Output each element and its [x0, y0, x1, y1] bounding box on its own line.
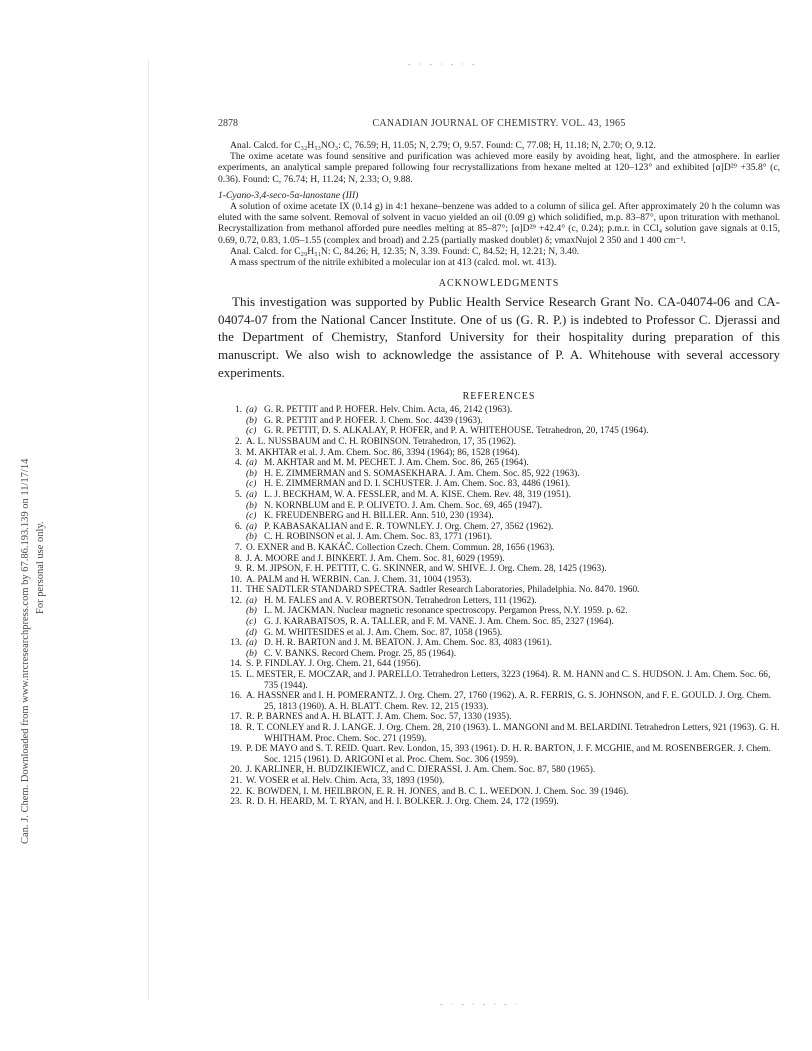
reference-number: 21.	[230, 775, 242, 786]
reference-subtext: H. E. ZIMMERMAN and S. SOMASEKHARA. J. Am. Chem. Soc. 85, 922 (1963).	[264, 468, 580, 479]
reference-number: 12.	[230, 595, 242, 606]
reference-subtext: H. E. ZIMMERMAN and D. I. SCHUSTER. J. Am. Chem. Soc. 83, 4486 (1961).	[264, 479, 571, 490]
reference-number: 13.	[230, 638, 242, 649]
reference-text: K. BOWDEN, I. M. HEILBRON, E. R. H. JONES, and B. C. L. WEEDON. J. Chem. Soc. 39 (1946).	[246, 786, 629, 797]
reference-subitem	[246, 458, 780, 469]
reference-body	[246, 797, 780, 808]
reference-body	[246, 744, 780, 765]
page-number: 2878	[218, 118, 238, 129]
scan-artifact-top: - · - · - · -	[408, 60, 478, 69]
reference-item	[218, 490, 780, 522]
reference-subitem	[246, 501, 780, 512]
reference-body	[246, 405, 780, 437]
reference-sublabel: (a)	[246, 521, 257, 532]
reference-sublabel: (b)	[246, 606, 257, 617]
reference-item	[218, 522, 780, 543]
reference-number: 20.	[230, 765, 242, 776]
reference-subtext: K. FREUDENBERG and H. BILLER. Ann. 510, 230 (1934).	[264, 511, 494, 522]
reference-subtext: G. R. PETTIT and P. HOFER. Helv. Chim. Acta, 46, 2142 (1963).	[264, 405, 513, 416]
references-title: REFERENCES	[462, 391, 536, 403]
reference-number: 3.	[234, 447, 242, 458]
reference-text: R. M. JIPSON, F. H. PETTIT, C. G. SKINNER, and W. SHIVE. J. Org. Chem. 28, 1425 (1963).	[246, 564, 607, 575]
reference-sublabel: (b)	[246, 468, 257, 479]
reference-body	[246, 564, 780, 575]
reference-item	[218, 744, 780, 765]
reference-item	[218, 670, 780, 691]
reference-number: 17.	[230, 712, 242, 723]
page-gutter-line	[148, 60, 149, 1000]
reference-body	[246, 596, 780, 638]
reference-subitem	[246, 606, 780, 617]
reference-text: L. MESTER, E. MOCZAR, and J. PARELLO. Tetrahedron Letters, 3223 (1964). R. M. HANN and C. S. HUDSON. J. Am. Chem. Soc. 66, 735 (1944).	[246, 670, 771, 691]
reference-subitem	[246, 649, 780, 660]
reference-number: 15.	[230, 670, 242, 681]
reference-subtext: L. J. BECKHAM, W. A. FESSLER, and M. A. KISE. Chem. Rev. 48, 319 (1951).	[264, 489, 571, 500]
reference-subitem	[246, 532, 780, 543]
reference-number: 16.	[230, 691, 242, 702]
reference-sublabel: (b)	[246, 532, 257, 543]
reference-subtext: H. M. FALES and A. V. ROBERTSON. Tetrahedron Letters, 111 (1962).	[264, 595, 537, 606]
nitrile-preparation-paragraph: A solution of oxime acetate IX (0.14 g) in 4:1 hexane–benzene was added to a column of silica gel. After approximately 20 h the column was eluted with the same solvent. Removal of solvent in vacuo yielded an oil (0.09 g) which solidified, m.p. 83–87°, upon trituration with methanol. Recrystallization from methanol afforded pure needles melting at 85–87°; [α]D²⁹ +42.4° (c, 0.24); p.m.r. in CCl₄ solution gave signals at 0.15, 0.69, 0.72, 0.83, 1.05–1.55 (complex and broad) and 2.25 (partially masked doublet) δ; νmaxNujol 2 350 and 1 400 cm⁻¹.	[218, 201, 780, 246]
reference-item	[218, 437, 780, 448]
compound-heading: 1-Cyano-3,4-seco-5α-lanostane (III)	[218, 189, 359, 201]
experimental-section	[218, 140, 780, 268]
reference-number: 8.	[234, 553, 242, 564]
running-head	[218, 118, 780, 132]
download-watermark-line2: For personal use only.	[35, 521, 46, 614]
reference-sublabel: (a)	[246, 405, 257, 416]
reference-item	[218, 585, 780, 596]
reference-sublabel: (b)	[246, 648, 257, 659]
acknowledgments-title: ACKNOWLEDGMENTS	[438, 278, 560, 290]
reference-body	[246, 712, 780, 723]
reference-number: 19.	[230, 744, 242, 755]
reference-text: R. P. BARNES and A. H. BLATT. J. Am. Chem. Soc. 57, 1330 (1935).	[246, 712, 512, 723]
reference-text: R. T. CONLEY and R. J. LANGE. J. Org. Chem. 28, 210 (1963). L. MANGONI and M. BELARDINI. Tetrahedron Letters, 921 (1963). G. H. WHITHAM. Proc. Chem. Soc. 271 (1959).	[246, 723, 780, 744]
reference-subtext: D. H. R. BARTON and J. M. BEATON. J. Am. Chem. Soc. 83, 4083 (1961).	[264, 638, 552, 649]
reference-text: P. DE MAYO and S. T. REID. Quart. Rev. London, 15, 393 (1961). D. H. R. BARTON, J. F. MCGHIE, and M. ROSENBERGER. J. Chem. Soc. 1215 (1961). D. ARIGONI et al. Proc. Chem. Soc. 306 (1959).	[246, 744, 771, 765]
reference-text: S. P. FINDLAY. J. Org. Chem. 21, 644 (1956).	[246, 659, 421, 670]
reference-body	[246, 670, 780, 691]
reference-body	[246, 575, 780, 586]
reference-subitem	[246, 511, 780, 522]
reference-number: 1.	[234, 405, 242, 416]
reference-text: O. EXNER and B. KAKÁČ. Collection Czech. Chem. Commun. 28, 1656 (1963).	[246, 542, 555, 553]
reference-subitem	[246, 416, 780, 427]
journal-page	[218, 118, 780, 808]
reference-item	[218, 691, 780, 712]
reference-item	[218, 712, 780, 723]
journal-header: CANADIAN JOURNAL OF CHEMISTRY. VOL. 43, 1965	[372, 118, 626, 129]
reference-item	[218, 543, 780, 554]
reference-subtext: M. AKHTAR and M. M. PECHET. J. Am. Chem. Soc. 86, 265 (1964).	[264, 458, 529, 469]
reference-number: 11.	[230, 585, 242, 596]
reference-sublabel: (a)	[246, 638, 257, 649]
reference-sublabel: (a)	[246, 595, 257, 606]
download-watermark-line1: Can. J. Chem. Downloaded from www.nrcresearchpress.com by 67.86.193.139 on 11/17/14	[20, 458, 31, 844]
reference-body	[246, 723, 780, 744]
reference-item	[218, 575, 780, 586]
reference-body	[246, 490, 780, 522]
reference-text: J. KARLINER, H. BUDZIKIEWICZ, and C. DJERASSI. J. Am. Chem. Soc. 87, 580 (1965).	[246, 765, 596, 776]
reference-subtext: G. J. KARABATSOS, R. A. TALLER, and F. M. VANE. J. Am. Chem. Soc. 85, 2327 (1964).	[264, 617, 614, 628]
reference-text: R. D. H. HEARD, M. T. RYAN, and H. I. BOLKER. J. Org. Chem. 24, 172 (1959).	[246, 797, 559, 808]
reference-number: 18.	[230, 723, 242, 734]
reference-body	[246, 554, 780, 565]
reference-number: 10.	[230, 574, 242, 585]
reference-item	[218, 638, 780, 659]
reference-number: 22.	[230, 786, 242, 797]
scan-artifact-bottom: - · - · - · - ·	[440, 1000, 521, 1009]
reference-body	[246, 448, 780, 459]
reference-body	[246, 787, 780, 798]
reference-sublabel: (c)	[246, 479, 257, 490]
reference-body	[246, 691, 780, 712]
reference-sublabel: (c)	[246, 511, 257, 522]
reference-subtext: P. KABASAKALIAN and E. R. TOWNLEY. J. Org. Chem. 27, 3562 (1962).	[264, 521, 554, 532]
reference-body	[246, 522, 780, 543]
reference-body	[246, 765, 780, 776]
oxime-acetate-paragraph: The oxime acetate was found sensitive and purification was achieved more easily by avoiding heat, light, and the atmosphere. In earlier experiments, an analytical sample prepared following four recrystallizations from hexane melted at 120–123° and exhibited [α]D²⁹ +35.8° (c, 0.36). Found: C, 76.74; H, 11.24; N, 2.33; O, 9.88.	[218, 151, 780, 185]
reference-item	[218, 448, 780, 459]
reference-sublabel: (c)	[246, 617, 257, 628]
reference-subtext: G. M. WHITESIDES et al. J. Am. Chem. Soc. 87, 1058 (1965).	[264, 627, 503, 638]
reference-body	[246, 585, 780, 596]
reference-subitem	[246, 617, 780, 628]
acknowledgments-text: This investigation was supported by Public Health Service Research Grant No. CA-04074-06 and CA-04074-07 from the National Cancer Institute. One of us (G. R. P.) is indebted to Professor C. Djerassi and the Department of Chemistry, Stanford University for their hospitality during preparation of this manuscript. We also wish to acknowledge the assistance of P. A. Whitehouse with several accessory experiments.	[218, 294, 780, 380]
mass-spectrum-paragraph: A mass spectrum of the nitrile exhibited a molecular ion at 413 (calcd. mol. wt. 413).	[230, 257, 557, 269]
reference-subtext: C. V. BANKS. Record Chem. Progr. 25, 85 (1964).	[264, 648, 457, 659]
reference-sublabel: (c)	[246, 426, 257, 437]
download-watermark	[18, 144, 48, 844]
reference-text: M. AKHTAR et al. J. Am. Chem. Soc. 86, 3394 (1964); 86, 1528 (1964).	[246, 447, 520, 458]
reference-subitem	[246, 490, 780, 501]
reference-number: 4.	[234, 458, 242, 469]
reference-sublabel: (b)	[246, 415, 257, 426]
reference-text: J. A. MOORE and J. BINKERT. J. Am. Chem. Soc. 81, 6029 (1959).	[246, 553, 505, 564]
reference-subtext: L. M. JACKMAN. Nuclear magnetic resonance spectroscopy. Pergamon Press, N.Y. 1959. p. 62.	[264, 606, 628, 617]
reference-sublabel: (a)	[246, 489, 257, 500]
analysis-paragraph-1: Anal. Calcd. for C₃₂H₅₃NO₃: C, 76.59; H, 11.05; N, 2.79; O, 9.57. Found: C, 77.08; H, 11.18; N, 2.70; O, 9.12.	[230, 140, 656, 151]
reference-body	[246, 638, 780, 659]
reference-subitem	[246, 628, 780, 639]
reference-item	[218, 564, 780, 575]
reference-number: 5.	[234, 489, 242, 500]
reference-number: 2.	[234, 436, 242, 447]
reference-text: A. PALM and H. WERBIN. Can. J. Chem. 31, 1004 (1953).	[246, 574, 472, 585]
reference-subitem	[246, 596, 780, 607]
reference-item	[218, 458, 780, 490]
reference-item	[218, 596, 780, 638]
reference-subtext: G. R. PETTIT and P. HOFER. J. Chem. Soc. 4439 (1963).	[264, 415, 483, 426]
reference-item	[218, 765, 780, 776]
reference-item	[218, 723, 780, 744]
reference-subtext: N. KORNBLUM and E. P. OLIVETO. J. Am. Chem. Soc. 69, 465 (1947).	[264, 500, 542, 511]
reference-subitem	[246, 638, 780, 649]
reference-text: A. L. NUSSBAUM and C. H. ROBINSON. Tetrahedron, 17, 35 (1962).	[246, 436, 516, 447]
reference-text: W. VOSER et al. Helv. Chim. Acta, 33, 1893 (1950).	[246, 775, 445, 786]
reference-body	[246, 659, 780, 670]
analysis-paragraph-2: Anal. Calcd. for C₂₉H₅₁N: C, 84.26; H, 12.35; N, 3.39. Found: C, 84.52; H, 12.21; N, 3.40.	[230, 245, 580, 257]
reference-subitem	[246, 469, 780, 480]
reference-subtext: C. H. ROBINSON et al. J. Am. Chem. Soc. 83, 1771 (1961).	[264, 532, 493, 543]
reference-body	[246, 776, 780, 787]
reference-sublabel: (a)	[246, 458, 257, 469]
reference-subitem	[246, 479, 780, 490]
reference-sublabel: (b)	[246, 500, 257, 511]
reference-subitem	[246, 426, 780, 437]
reference-number: 6.	[234, 521, 242, 532]
reference-subtext: G. R. PETTIT, D. S. ALKALAY, P. HOFER, and P. A. WHITEHOUSE. Tetrahedron, 20, 1745 (1964).	[264, 426, 649, 437]
reference-body	[246, 437, 780, 448]
reference-text: THE SADTLER STANDARD SPECTRA. Sadtler Research Laboratories, Philadelphia. No. 8470. 1960.	[246, 585, 640, 596]
reference-number: 14.	[230, 659, 242, 670]
references-list	[218, 405, 780, 808]
reference-item	[218, 405, 780, 437]
reference-subitem	[246, 522, 780, 533]
reference-number: 7.	[234, 542, 242, 553]
reference-subitem	[246, 405, 780, 416]
reference-body	[246, 543, 780, 554]
reference-item	[218, 787, 780, 798]
reference-item	[218, 797, 780, 808]
reference-sublabel: (d)	[246, 627, 257, 638]
reference-number: 9.	[234, 564, 242, 575]
reference-item	[218, 659, 780, 670]
reference-body	[246, 458, 780, 490]
reference-item	[218, 554, 780, 565]
reference-number: 23.	[230, 797, 242, 808]
reference-text: A. HASSNER and I. H. POMERANTZ. J. Org. Chem. 27, 1760 (1962). A. R. FERRIS, G. S. JOHNSON, and F. E. GOULD. J. Org. Chem. 25, 1813 (1960). A. H. BLATT. Chem. Rev. 12, 215 (1933).	[246, 691, 772, 712]
reference-item	[218, 776, 780, 787]
